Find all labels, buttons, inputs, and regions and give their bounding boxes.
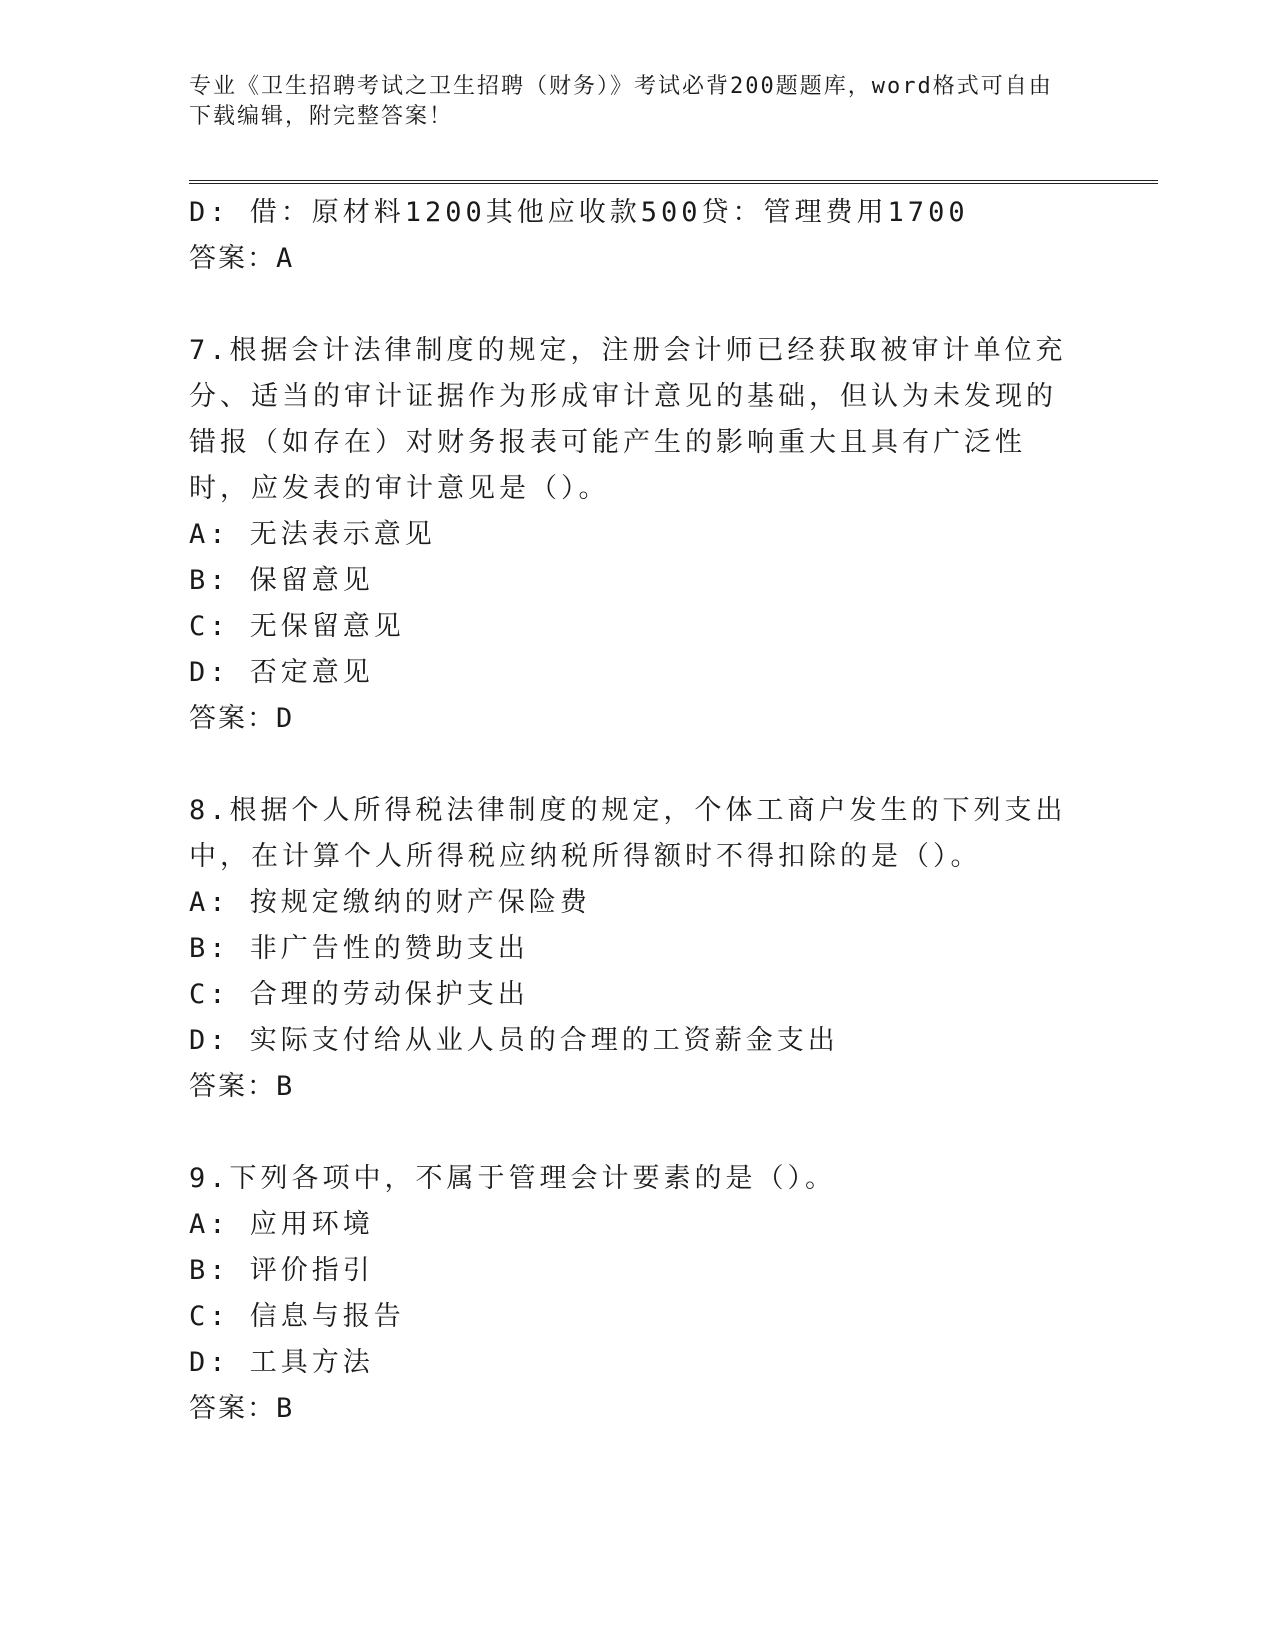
continued-answer: 答案：A: [189, 243, 295, 274]
question-7: [189, 328, 1069, 742]
question-list: [189, 190, 1069, 1432]
option-a: A: 应用环境: [189, 1209, 374, 1240]
page-header: 专业《卫生招聘考试之卫生招聘（财务）》考试必背200题题库，word格式可自由下载编辑，附完整答案！: [189, 74, 1053, 129]
answer: 答案：B: [189, 1071, 295, 1102]
option-a: A: 按规定缴纳的财产保险费: [189, 887, 591, 918]
continued-option-d: D: 借：原材料1200其他应收款500贷：管理费用1700: [189, 197, 969, 228]
option-d: D: 否定意见: [189, 657, 374, 688]
question-stem: 8.根据个人所得税法律制度的规定，个体工商户发生的下列支出中，在计算个人所得税应纳税所得额时不得扣除的是（）。: [189, 795, 1067, 872]
option-c: C: 信息与报告: [189, 1301, 405, 1332]
question-8: [189, 788, 1069, 1110]
option-c: C: 无保留意见: [189, 611, 405, 642]
option-c: C: 合理的劳动保护支出: [189, 979, 529, 1010]
option-d: D: 实际支付给从业人员的合理的工资薪金支出: [189, 1025, 839, 1056]
answer: 答案：D: [189, 703, 295, 734]
question-9: [189, 1156, 1069, 1432]
option-b: B: 保留意见: [189, 565, 374, 596]
option-a: A: 无法表示意见: [189, 519, 436, 550]
header-divider: [189, 180, 1158, 184]
option-d: D: 工具方法: [189, 1347, 374, 1378]
option-b: B: 非广告性的赞助支出: [189, 933, 529, 964]
answer: 答案：B: [189, 1393, 295, 1424]
question-stem: 7.根据会计法律制度的规定，注册会计师已经获取被审计单位充分、适当的审计证据作为形成审计意见的基础，但认为未发现的错报（如存在）对财务报表可能产生的影响重大且具有广泛性时，应发表的审计意见是（）。: [189, 335, 1067, 504]
option-b: B: 评价指引: [189, 1255, 374, 1286]
question-stem: 9.下列各项中，不属于管理会计要素的是（）。: [189, 1163, 837, 1194]
